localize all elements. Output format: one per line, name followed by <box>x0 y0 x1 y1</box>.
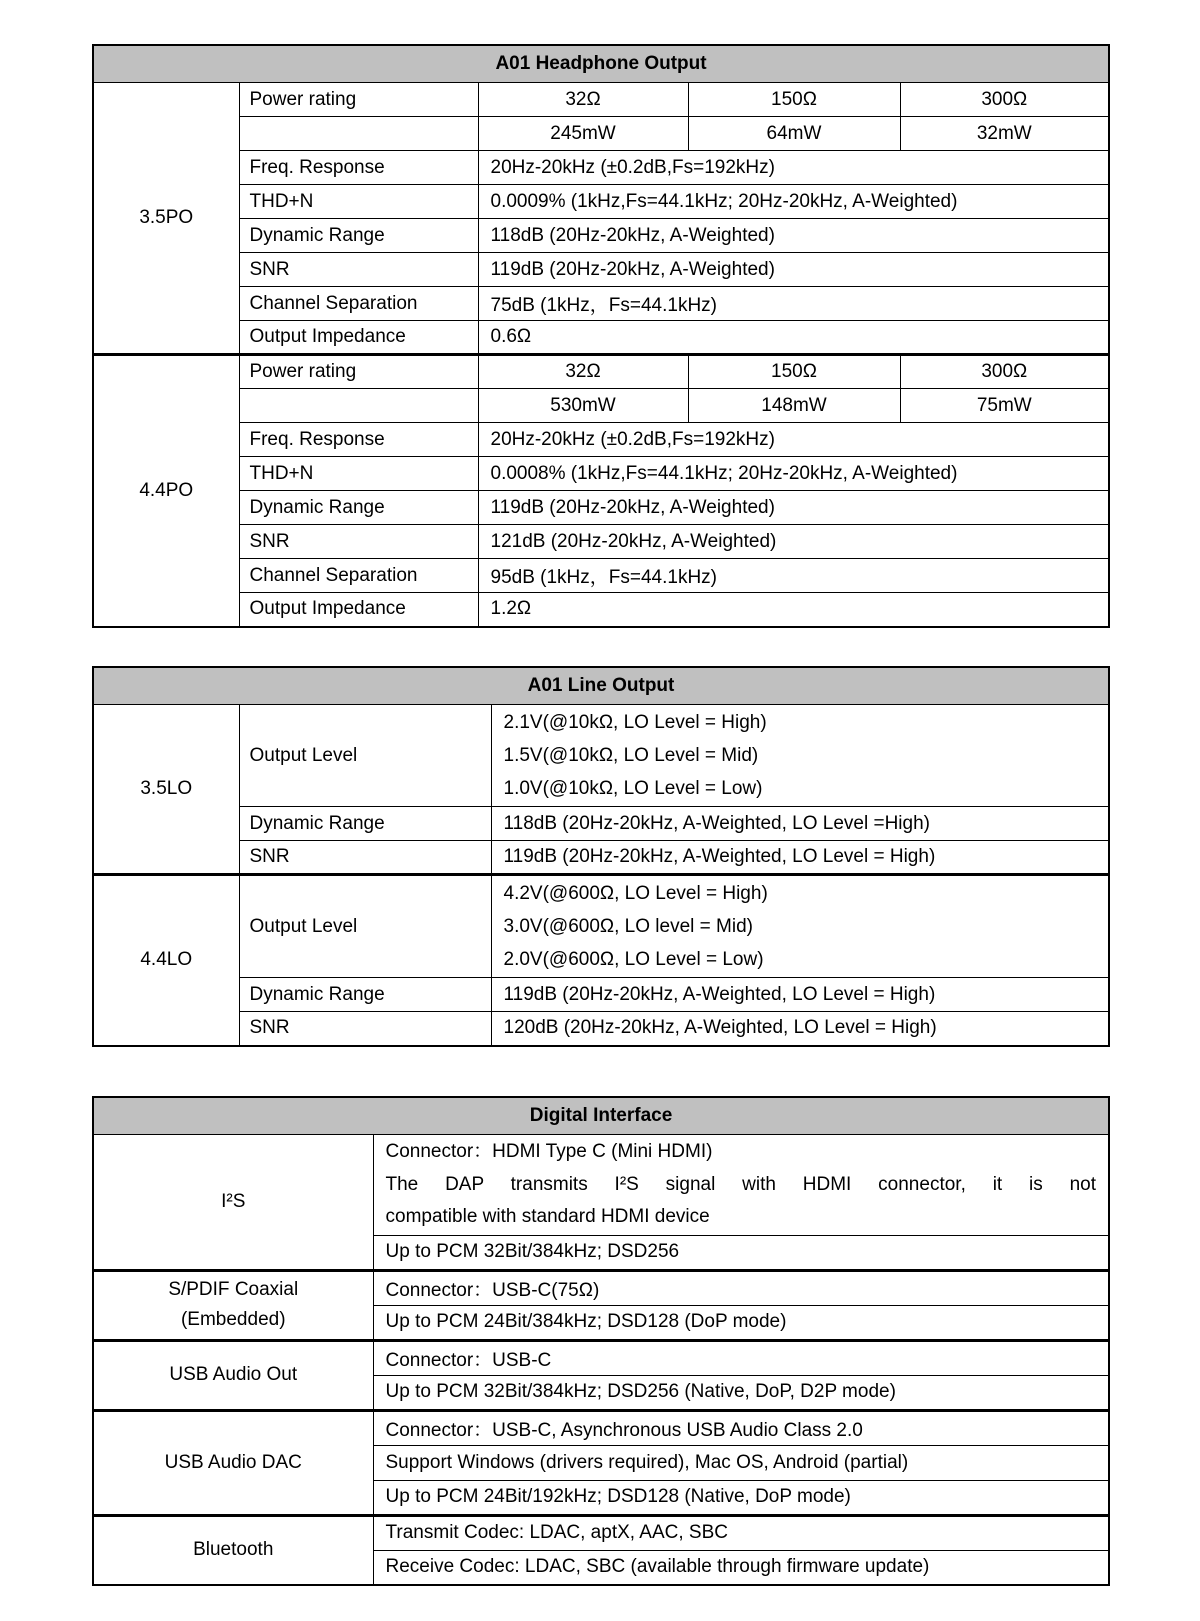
table-row <box>93 117 1109 151</box>
spec-value: 0.6Ω <box>478 321 1109 355</box>
table-row <box>93 1270 1109 1305</box>
spec-label: SNR <box>239 525 478 559</box>
power-value: 530mW <box>478 389 688 423</box>
table-row <box>93 389 1109 423</box>
spec-label: Channel Separation <box>239 559 478 593</box>
spec-value: 119dB (20Hz-20kHz, A-Weighted, LO Level = High) <box>491 841 1109 875</box>
output-level-line: 2.1V(@10kΩ, LO Level = High) <box>503 712 767 733</box>
group-cell-usb-audio-out: USB Audio Out <box>93 1340 373 1410</box>
output-level-line: 2.0V(@600Ω, LO Level = Low) <box>503 949 764 970</box>
i2s-connector-note <box>373 1135 1109 1236</box>
spec-value: 119dB (20Hz-20kHz, A-Weighted) <box>478 253 1109 287</box>
spec-label-empty <box>239 389 478 423</box>
table-row <box>93 287 1109 321</box>
table-row <box>93 1340 1109 1375</box>
spec-label: Dynamic Range <box>239 491 478 525</box>
group-cell-i2s: I²S <box>93 1135 373 1271</box>
group-line: S/PDIF Coaxial <box>168 1279 299 1300</box>
spec-value: 75dB (1kHz，Fs=44.1kHz) <box>478 287 1109 321</box>
spec-value: 119dB (20Hz-20kHz, A-Weighted, LO Level = High) <box>491 978 1109 1012</box>
spec-label: Freq. Response <box>239 423 478 457</box>
spec-label: Dynamic Range <box>239 807 491 841</box>
digital-interface-table <box>92 1096 1110 1586</box>
group-line: (Embedded) <box>180 1309 286 1330</box>
spec-label: THD+N <box>239 185 478 219</box>
line-output-table <box>92 666 1110 1047</box>
table-title: A01 Line Output <box>93 667 1109 705</box>
spec-label: Freq. Response <box>239 151 478 185</box>
output-level-values <box>491 875 1109 978</box>
spec-label: Dynamic Range <box>239 219 478 253</box>
spec-value: Up to PCM 24Bit/192kHz; DSD128 (Native, DoP mode) <box>373 1480 1109 1515</box>
table-row <box>93 1515 1109 1550</box>
spec-label: Output Impedance <box>239 593 478 627</box>
table-row <box>93 423 1109 457</box>
spec-value: 118dB (20Hz-20kHz, A-Weighted) <box>478 219 1109 253</box>
spec-label: THD+N <box>239 457 478 491</box>
group-cell-spdif <box>93 1270 373 1340</box>
headphone-output-table <box>92 44 1110 628</box>
table-row <box>93 525 1109 559</box>
spec-label: Output Level <box>239 705 491 807</box>
group-cell-44lo: 4.4LO <box>93 875 239 1046</box>
table-row <box>93 559 1109 593</box>
spec-label-empty <box>239 117 478 151</box>
table-title: A01 Headphone Output <box>93 45 1109 83</box>
spec-label: Output Impedance <box>239 321 478 355</box>
table-row <box>93 253 1109 287</box>
table-row <box>93 667 1109 705</box>
table-row <box>93 491 1109 525</box>
spec-label: SNR <box>239 1012 491 1046</box>
power-value: 32mW <box>900 117 1109 151</box>
table-row <box>93 1097 1109 1135</box>
spec-label: SNR <box>239 253 478 287</box>
note-line: The DAP transmits I²S signal with HDMI connector, it is not <box>385 1173 1097 1195</box>
table-row <box>93 185 1109 219</box>
spec-value: Up to PCM 24Bit/384kHz; DSD128 (DoP mode) <box>373 1305 1109 1340</box>
impedance-header: 300Ω <box>900 355 1109 389</box>
impedance-header: 32Ω <box>478 83 688 117</box>
power-value: 75mW <box>900 389 1109 423</box>
table-row <box>93 45 1109 83</box>
power-value: 148mW <box>688 389 900 423</box>
spec-value: 119dB (20Hz-20kHz, A-Weighted) <box>478 491 1109 525</box>
output-level-line: 3.0V(@600Ω, LO level = Mid) <box>503 916 753 937</box>
spec-value: 0.0009% (1kHz,Fs=44.1kHz; 20Hz-20kHz, A-Weighted) <box>478 185 1109 219</box>
table-row <box>93 83 1109 117</box>
spec-label: Dynamic Range <box>239 978 491 1012</box>
power-value: 245mW <box>478 117 688 151</box>
group-cell-44po: 4.4PO <box>93 355 239 627</box>
table-row <box>93 807 1109 841</box>
spec-label: Output Level <box>239 875 491 978</box>
spec-value: 118dB (20Hz-20kHz, A-Weighted, LO Level =High) <box>491 807 1109 841</box>
impedance-header: 150Ω <box>688 83 900 117</box>
spec-value: 95dB (1kHz，Fs=44.1kHz) <box>478 559 1109 593</box>
spec-value: 0.0008% (1kHz,Fs=44.1kHz; 20Hz-20kHz, A-Weighted) <box>478 457 1109 491</box>
table-row <box>93 151 1109 185</box>
spec-value: Connector：USB-C, Asynchronous USB Audio Class 2.0 <box>373 1410 1109 1445</box>
spec-value: Up to PCM 32Bit/384kHz; DSD256 (Native, DoP, D2P mode) <box>373 1375 1109 1410</box>
note-line: compatible with standard HDMI device <box>385 1206 710 1227</box>
table-row <box>93 978 1109 1012</box>
table-row <box>93 593 1109 627</box>
group-cell-35lo: 3.5LO <box>93 705 239 875</box>
table-row <box>93 1410 1109 1445</box>
table-row <box>93 321 1109 355</box>
table-row <box>93 841 1109 875</box>
table-row <box>93 457 1109 491</box>
spec-label: Power rating <box>239 83 478 117</box>
spec-label: Power rating <box>239 355 478 389</box>
spec-value: 20Hz-20kHz (±0.2dB,Fs=192kHz) <box>478 423 1109 457</box>
output-level-values <box>491 705 1109 807</box>
spec-value: 121dB (20Hz-20kHz, A-Weighted) <box>478 525 1109 559</box>
spec-value: Receive Codec: LDAC, SBC (available through firmware update) <box>373 1550 1109 1585</box>
output-level-line: 1.0V(@10kΩ, LO Level = Low) <box>503 778 763 799</box>
output-level-line: 1.5V(@10kΩ, LO Level = Mid) <box>503 745 759 766</box>
spec-value: Up to PCM 32Bit/384kHz; DSD256 <box>373 1235 1109 1270</box>
spec-label: SNR <box>239 841 491 875</box>
table-row <box>93 875 1109 978</box>
group-cell-35po: 3.5PO <box>93 83 239 355</box>
table-row <box>93 1012 1109 1046</box>
spec-label: Channel Separation <box>239 287 478 321</box>
table-row <box>93 219 1109 253</box>
impedance-header: 300Ω <box>900 83 1109 117</box>
table-row <box>93 1135 1109 1236</box>
spec-value: Transmit Codec: LDAC, aptX, AAC, SBC <box>373 1515 1109 1550</box>
group-cell-bluetooth: Bluetooth <box>93 1515 373 1585</box>
impedance-header: 150Ω <box>688 355 900 389</box>
spec-value: Support Windows (drivers required), Mac OS, Android (partial) <box>373 1445 1109 1480</box>
table-row <box>93 705 1109 807</box>
power-value: 64mW <box>688 117 900 151</box>
table-row <box>93 355 1109 389</box>
impedance-header: 32Ω <box>478 355 688 389</box>
group-cell-usb-audio-dac: USB Audio DAC <box>93 1410 373 1515</box>
spec-value: 1.2Ω <box>478 593 1109 627</box>
spec-value: 120dB (20Hz-20kHz, A-Weighted, LO Level = High) <box>491 1012 1109 1046</box>
table-title: Digital Interface <box>93 1097 1109 1135</box>
spec-value: Connector：USB-C <box>373 1340 1109 1375</box>
spec-value: Connector：USB-C(75Ω) <box>373 1270 1109 1305</box>
spec-value: 20Hz-20kHz (±0.2dB,Fs=192kHz) <box>478 151 1109 185</box>
connector-line: Connector：HDMI Type C (Mini HDMI) <box>385 1141 713 1162</box>
output-level-line: 4.2V(@600Ω, LO Level = High) <box>503 883 768 904</box>
